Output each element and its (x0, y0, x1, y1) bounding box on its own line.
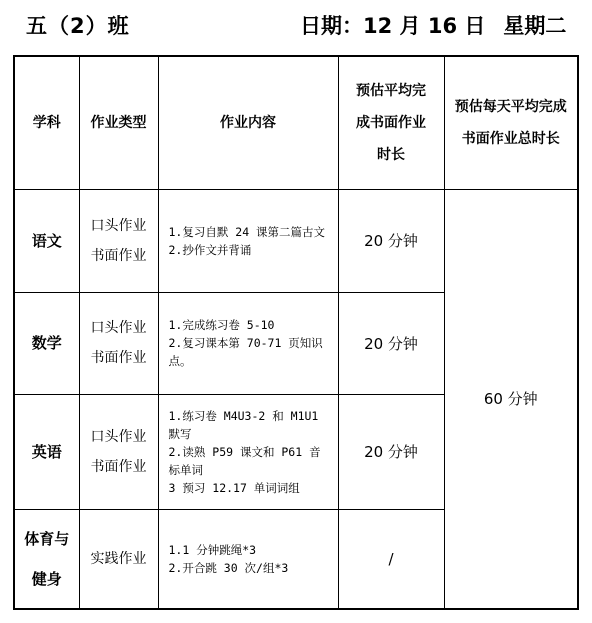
header-avg-time (338, 56, 444, 189)
header-avg-time-line: 时长 (377, 146, 405, 163)
subject-label: 体育与 (24, 529, 70, 548)
homework-table (13, 55, 579, 610)
weekday-text: 星期二 (503, 14, 567, 38)
content-cell (158, 394, 338, 509)
header-total-time-line: 预估每天平均完成 (454, 98, 567, 115)
table-row (14, 189, 578, 292)
subject-cell (14, 189, 79, 292)
content-item: 3 预习 12.17 单词词组 (168, 480, 300, 495)
header-avg-time-line: 成书面作业 (356, 114, 426, 131)
content-cell (158, 189, 338, 292)
page-header (0, 8, 592, 42)
table-header-row (14, 56, 578, 189)
type-label: 口头作业 (90, 217, 147, 234)
type-label: 口头作业 (90, 320, 147, 336)
type-label: 书面作业 (90, 247, 147, 264)
header-total-time (444, 56, 578, 189)
date-text: 日期：12 月 16 日 (300, 14, 486, 38)
total-time-cell: 60 分钟 (444, 189, 578, 609)
type-cell (79, 509, 158, 609)
content-item: 2.抄作文并背诵 (168, 242, 252, 257)
subject-cell (14, 292, 79, 394)
time-cell: 20 分钟 (338, 189, 444, 292)
type-cell (79, 394, 158, 509)
time-cell: 20 分钟 (338, 292, 444, 394)
header-type: 作业类型 (79, 56, 158, 189)
class-title: 五（2）班 (26, 14, 130, 38)
header-total-time-line: 书面作业总时长 (461, 130, 560, 147)
type-label: 口头作业 (90, 428, 147, 445)
type-label: 实践作业 (90, 550, 147, 567)
subject-cell (14, 394, 79, 509)
subject-label: 英语 (31, 442, 62, 461)
header-content: 作业内容 (158, 56, 338, 189)
content-item: 2.读熟 P59 课文和 P61 音标单词 (168, 444, 321, 477)
subject-label: 语文 (31, 231, 62, 250)
date-line (300, 10, 566, 40)
time-cell: 20 分钟 (338, 394, 444, 509)
subject-label: 数学 (31, 334, 62, 352)
type-label: 书面作业 (90, 350, 147, 366)
content-item: 1.练习卷 M4U3-2 和 M1U1 默写 (168, 408, 319, 441)
type-label: 书面作业 (90, 458, 147, 475)
subject-label: 健身 (31, 569, 62, 588)
type-cell (79, 189, 158, 292)
content-item: 2.开合跳 30 次/组*3 (168, 560, 289, 575)
subject-cell (14, 509, 79, 609)
content-item: 1.复习自默 24 课第二篇古文 (168, 224, 326, 239)
header-avg-time-line: 预估平均完 (356, 82, 426, 99)
content-item: 1.1 分钟跳绳*3 (168, 542, 257, 557)
content-cell (158, 292, 338, 394)
content-cell (158, 509, 338, 609)
content-item: 2.复习课本第 70-71 页知识点。 (168, 336, 323, 368)
content-item: 1.完成练习卷 5-10 (168, 318, 275, 332)
header-subject: 学科 (14, 56, 79, 189)
time-cell: / (338, 509, 444, 609)
type-cell (79, 292, 158, 394)
